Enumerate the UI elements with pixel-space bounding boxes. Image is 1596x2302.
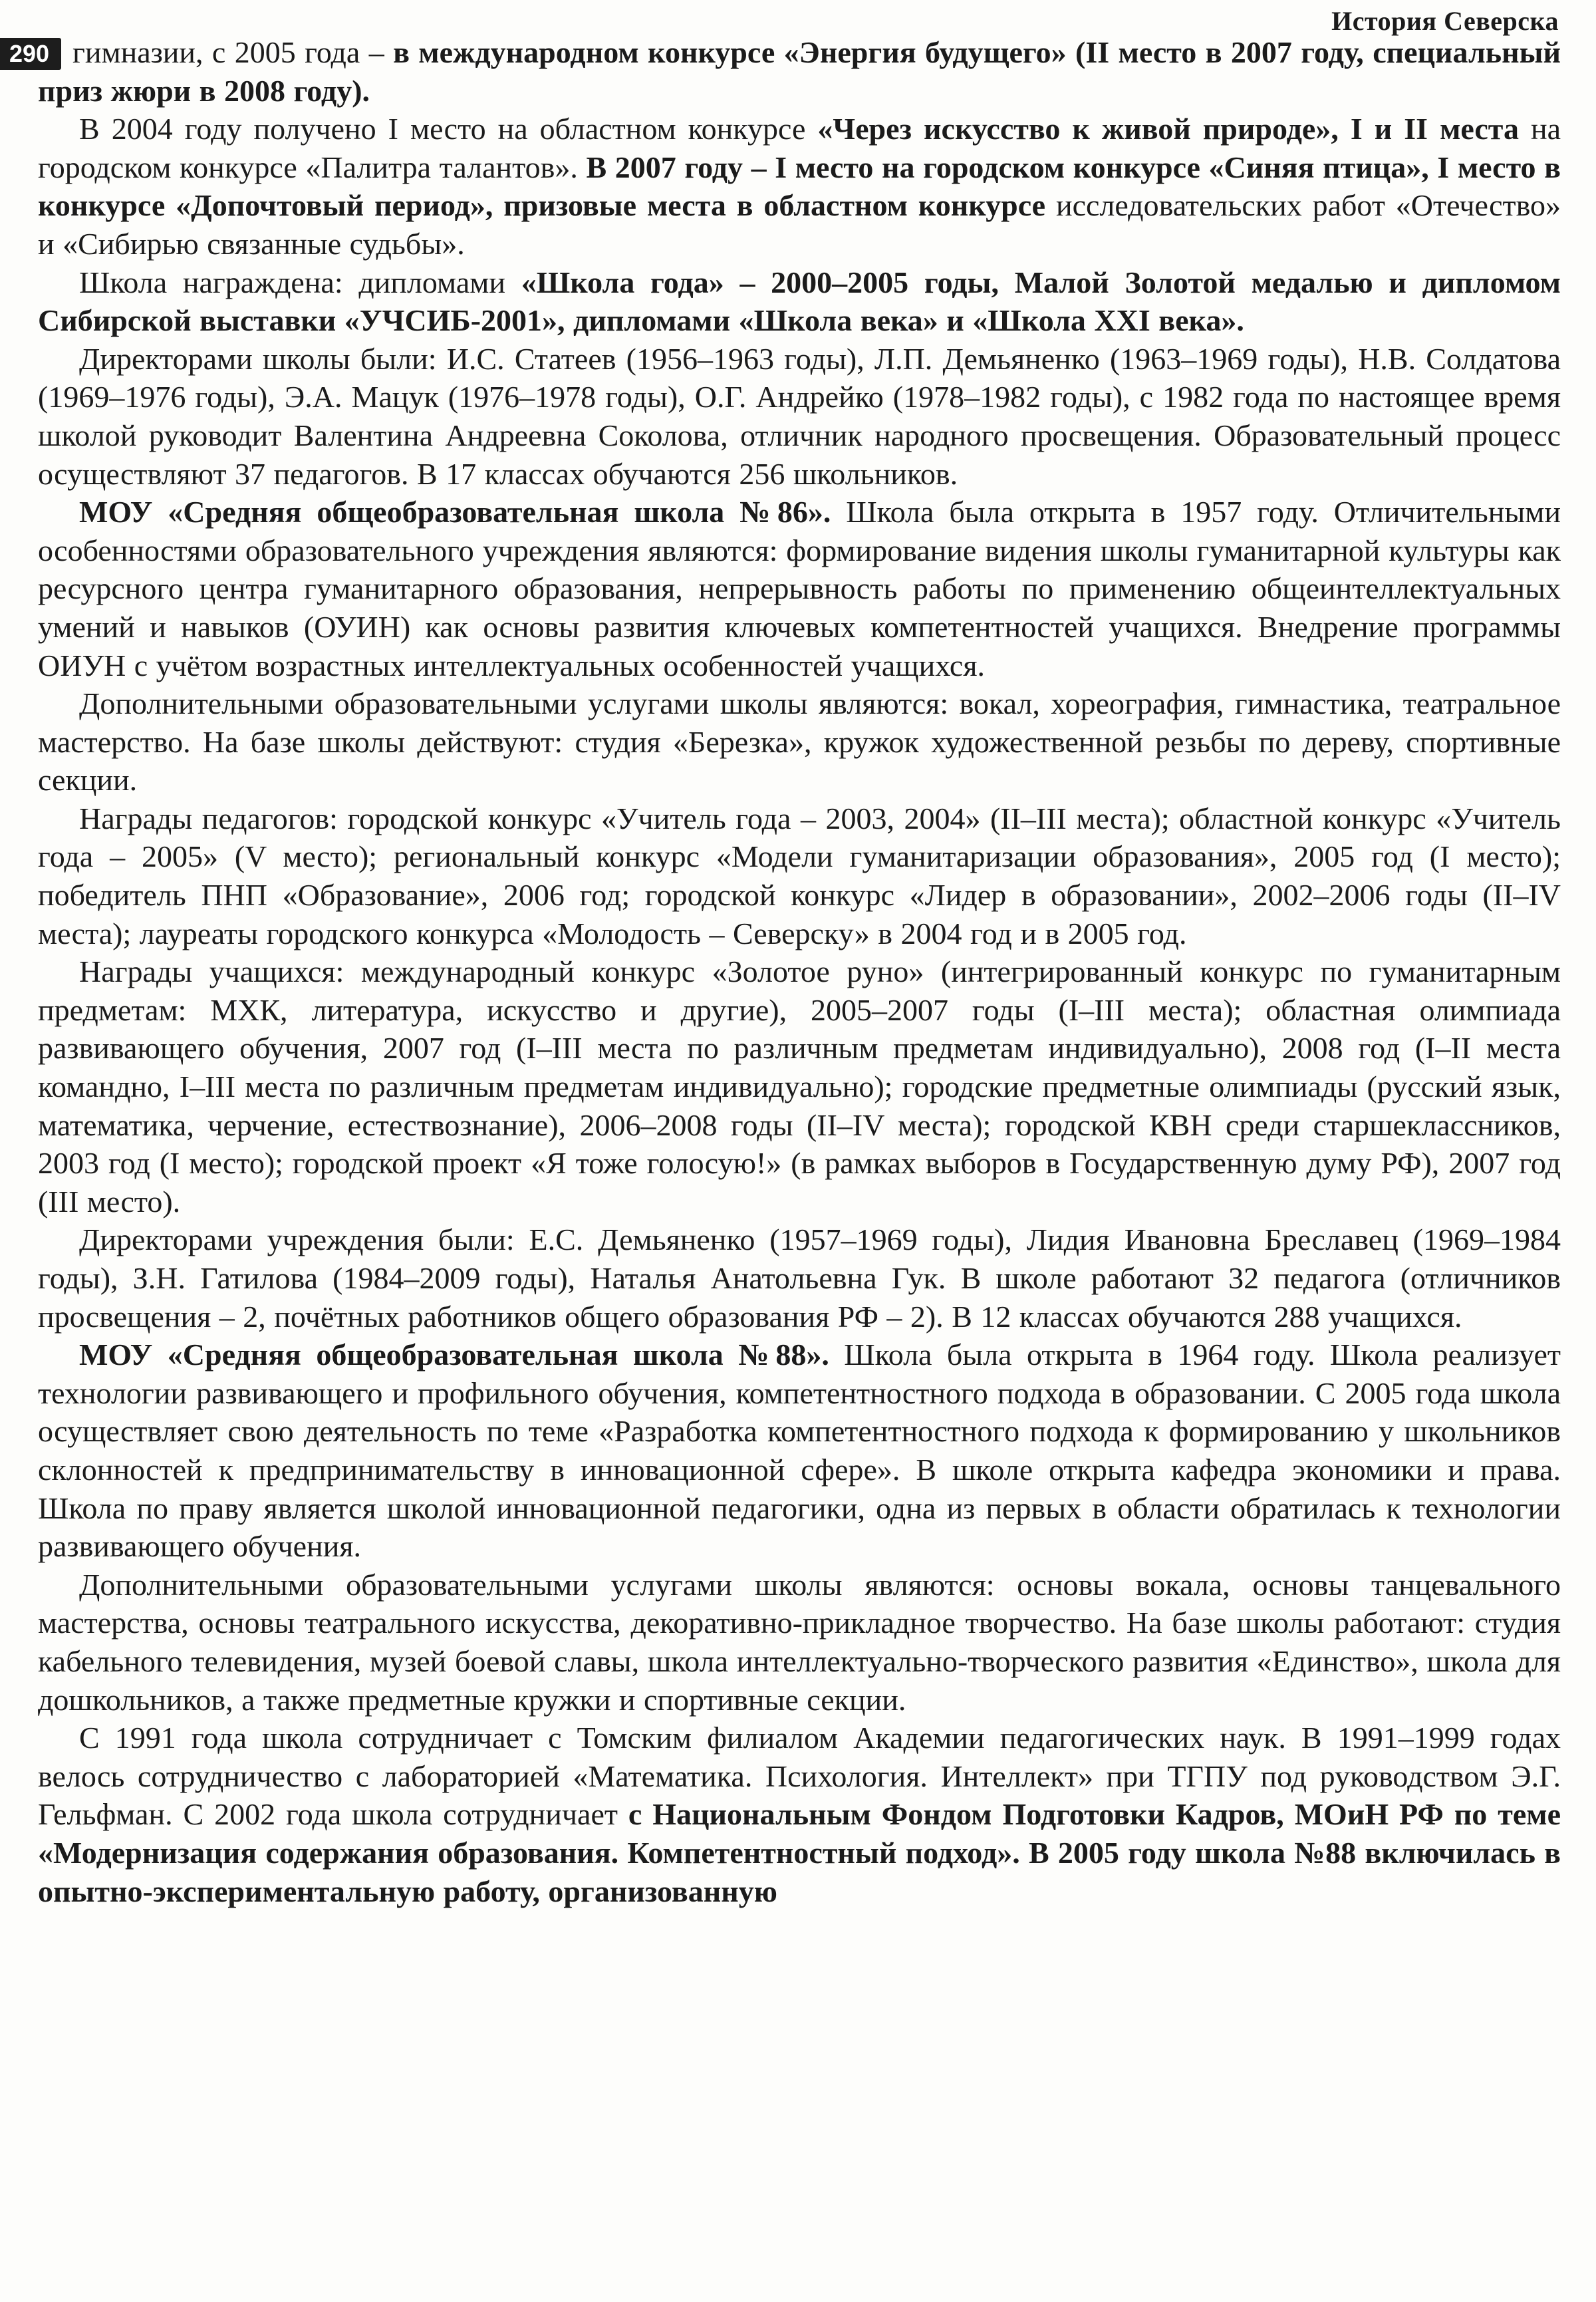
paragraph xyxy=(38,110,1561,263)
text-run: в международном конкурсе «Энергия будущего» (II место в 2007 году, специальный приз жюри в 2008 году). xyxy=(38,35,1561,108)
page-number: 290 xyxy=(9,40,50,67)
text-run: Директорами школы были: И.С. Статеев (1956–1963 годы), Л.П. Демьяненко (1963–1969 годы), Н.В. Солдатова (1969–1976 годы), Э.А. Мацук (1976–1978 годы), О.Г. Андрейко (1978–1982 годы), с 1982 года по настоящее время школой руководит Валентина Андреевна Соколова, отличник народного просвещения. Образовательный процесс осуществляют 37 педагогов. В 17 классах обучаются 256 школьников. xyxy=(38,341,1561,491)
text-run: с Национальным Фондом Подготовки Кадров, МОиН РФ по теме «Модернизация содержания образования. Компетентностный подход». В 2005 году школа №88 включилась в опытно-экспериментальную работу, организованную xyxy=(38,1797,1561,1908)
text-run: В 2007 году – I место на городском конкурсе «Синяя птица», I место в конкурсе «Допочтовый период», призовые места в областном конкурсе xyxy=(38,150,1561,223)
text-run: «Через искусство к живой природе», I и II места xyxy=(817,112,1519,146)
paragraph xyxy=(38,1336,1561,1566)
text-run: на городском конкурсе «Палитра талантов». xyxy=(38,112,1561,184)
page-body xyxy=(38,33,1561,1910)
paragraph xyxy=(38,33,1561,110)
text-run: Награды педагогов: городской конкурс «Учитель года – 2003, 2004» (II–III места); областной конкурс «Учитель года – 2005» (V место); региональный конкурс «Модели гуманитаризации образования», 2005 год (I место); победитель ПНП «Образование», 2006 год; городской конкурс «Лидер в образовании», 2002–2006 годы (II–IV места); лауреаты городского конкурса «Молодость – Северску» в 2004 год и в 2005 год. xyxy=(38,801,1561,950)
paragraph xyxy=(38,1566,1561,1719)
paragraph xyxy=(38,340,1561,493)
text-run: гимназии, с 2005 года – xyxy=(72,35,394,69)
text-run: МОУ «Средняя общеобразовательная школа №86». xyxy=(79,495,847,529)
text-run: Директорами учреждения были: Е.С. Демьяненко (1957–1969 годы), Лидия Ивановна Бреславец (1969–1984 годы), З.Н. Гатилова (1984–2009 годы), Наталья Анатольевна Гук. В школе работают 32 педагога (отличников просвещения – 2, почётных работников общего образования РФ – 2). В 12 классах обучаются 288 учащихся. xyxy=(38,1223,1561,1334)
paragraph xyxy=(38,263,1561,340)
text-run: Награды учащихся: международный конкурс «Золотое руно» (интегрированный конкурс по гуманитарным предметам: МХК, литература, искусство и другие), 2005–2007 годы (I–III места); областная олимпиада развивающего обучения, 2007 год (I–III места по различным предметам индивидуально), 2008 год (I–II места командно, I–III места по различным предметам индивидуально); городские предметные олимпиады (русский язык, математика, черчение, естествознание), 2006–2008 годы (II–IV места); городской КВН среди старшеклассников, 2003 год (I место); городской проект «Я тоже голосую!» (в рамках выборов в Государственную думу РФ), 2007 год (III место). xyxy=(38,954,1561,1219)
text-run: В 2004 году получено I место на областном конкурсе xyxy=(79,112,818,146)
paragraph xyxy=(38,684,1561,799)
paragraph xyxy=(38,493,1561,684)
text-run: Школа была открыта в 1964 году. Школа реализует технологии развивающего и профильного обучения, компетентностного подхода в образовании. С 2005 года школа осуществляет свою деятельность по теме «Разработка компетентностного подхода к формированию у школьников склонностей к предпринимательству в инновационной сфере». В школе открыта кафедра экономики и права. Школа по праву является школой инновационной педагогики, одна из первых в области обратилась к технологии развивающего обучения. xyxy=(38,1338,1561,1564)
text-run: Дополнительными образовательными услугами школы являются: основы вокала, основы танцевального мастерства, основы театрального искусства, декоративно-прикладное творчество. На базе школы работают: студия кабельного телевидения, музей боевой славы, школа интеллектуально-творческого развития «Единство», школа для дошкольников, а также предметные кружки и спортивные секции. xyxy=(38,1567,1561,1717)
text-run: Школа награждена: дипломами xyxy=(79,265,521,299)
running-head: История Северска xyxy=(1331,6,1559,36)
paragraph xyxy=(38,952,1561,1221)
paragraph xyxy=(38,1719,1561,1910)
text-run: исследовательских работ «Отечество» и «Сибирью связанные судьбы». xyxy=(38,188,1561,261)
paragraph xyxy=(38,1221,1561,1336)
text-run: МОУ «Средняя общеобразовательная школа №88». xyxy=(79,1338,845,1372)
paragraph xyxy=(38,799,1561,952)
text-run: С 1991 года школа сотрудничает с Томским филиалом Академии педагогических наук. В 1991–1999 годах велось сотрудничество с лабораторией «Математика. Психология. Интеллект» при ТГПУ под руководством Э.Г. Гельфман. С 2002 года школа сотрудничает xyxy=(38,1721,1561,1832)
text-run: Школа была открыта в 1957 году. Отличительными особенностями образовательного учреждения являются: формирование видения школы гуманитарной культуры как ресурсного центра гуманитарного образования, непрерывность работы по применению общеинтеллектуальных умений и навыков (ОУИН) как основы развития ключевых компетентностей учащихся. Внедрение программы ОИУН с учётом возрастных интеллектуальных особенностей учащихся. xyxy=(38,495,1561,682)
text-run: «Школа года» – 2000–2005 годы, Малой Золотой медалью и дипломом Сибирской выставки «УЧСИБ-2001», дипломами «Школа века» и «Школа XXI века». xyxy=(38,265,1561,338)
text-run: Дополнительными образовательными услугами школы являются: вокал, хореография, гимнастика, театральное мастерство. На базе школы действуют: студия «Березка», кружок художественной резьбы по дереву, спортивные секции. xyxy=(38,686,1561,797)
